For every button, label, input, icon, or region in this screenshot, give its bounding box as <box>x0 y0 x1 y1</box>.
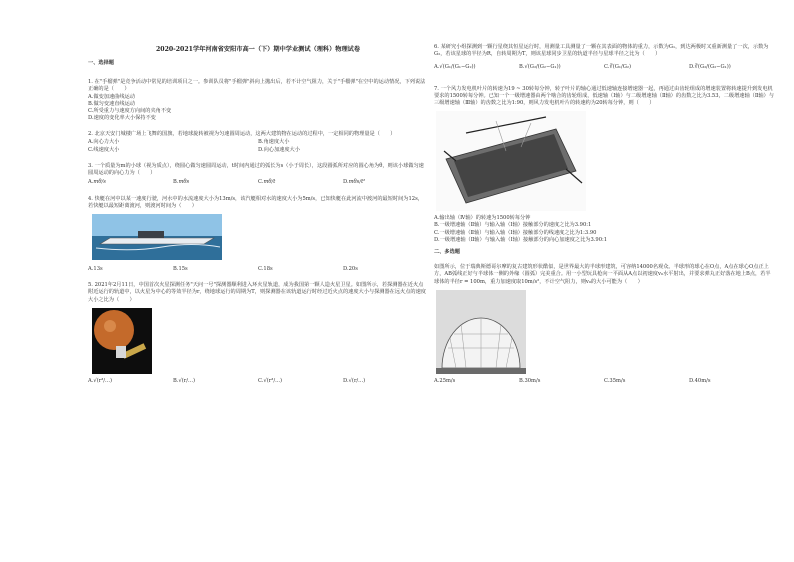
question-5 <box>88 282 428 385</box>
question-7-text: 7. 一个风力发电机叶片的转速为19 ~ 30转每分钟，转子叶片的轴心通过低速轴连接增速器一起，再通过由齿轮组成的增速装置将转速提升到发电机要求的1500转每分钟。已知一个一级增速器由两个啮合的齿轮组成，低速轴（Ⅰ轴）与二级增速轴（Ⅱ轴）的齿数之比为3.53，二级增速轴（Ⅱ轴）与三级增速轴（Ⅲ轴）的齿数之比为1:90，则风力发电机叶片的转速约为20转每分钟，则（ ） <box>434 85 774 107</box>
gearbox-image <box>436 111 586 211</box>
question-7-option-a: A.输出轴（Ⅳ轴）的转速为1500转每分钟 <box>434 215 531 222</box>
question-8-option-a: A.25m/s <box>434 377 456 384</box>
question-8-option-d: D.40m/s <box>689 377 711 384</box>
question-2-option-c: C.线速度大小 <box>88 146 120 153</box>
mars-probe-image <box>92 308 152 374</box>
question-1 <box>88 79 428 122</box>
question-3-option-c: C.mθ/t <box>258 179 276 186</box>
left-column <box>88 58 428 394</box>
question-6-option-a: A.√(G₁/(G₁−G₂)) <box>434 64 476 71</box>
dome-building-image <box>436 290 526 374</box>
question-6-text: 6. 某研究小组探测到一颗行星绕其恒星运行时，用测量工具测量了一颗在其表面的物体的重力，示数为G₁，到达两极时又重新测量了一次，示数为G₂，若该星球的半径为R，自转周期为T，则该星球同步卫星的轨道半径与星球半径之比为（ ） <box>434 44 769 58</box>
question-5-option-c: C.√(r³/...) <box>258 377 283 384</box>
question-6-option-c: C.∛(G₁/G₂) <box>604 64 631 71</box>
question-8-text: 如图所示，位于瑞典斯德哥尔摩的复古建筑形状酷似，是世界最大的半球形建筑，可容纳14000名观众。半球形的球心在O点，A点在球心O点正上方，AB弧线正好与半球体一侧的外缘（圆弧）完美重合。用一小型玩具枪向一平面从A点以初速度v₀水平射出，并要求弹丸正好落在地上B点，若半球体的半径r = 100m，重力加速度取10m/s²，不计空气阻力，则v₀的大小可能为（ ） <box>434 264 771 285</box>
question-8-option-c: C.35m/s <box>604 377 626 384</box>
question-6-option-d: D.∛(G₂/(G₂−G₁)) <box>689 64 731 71</box>
question-5-option-b: B.√(r/...) <box>173 377 195 384</box>
page-title: 2020-2021学年河南省安阳市高一（下）期中学业测试（理科）物理试卷 <box>155 46 361 53</box>
question-1-option-d: D.速度的变化率大小保持不变 <box>88 115 156 122</box>
question-2-option-d: D.向心加速度大小 <box>258 146 300 153</box>
question-7 <box>434 86 774 244</box>
question-7-option-c: C.一级增速轴（Ⅱ轴）与输入轴（Ⅰ轴）接触部分的线速度之比为1:3.90 <box>434 229 597 236</box>
question-5-text: 5. 2021年2月11日，中国首次火星探测任务"天问一号"探测器顺利进入环火星轨道，成为我国第一颗人造火星卫星。如图所示，若探测器在近火点附近运行的轨道中，以火星为中心的等效半径为r，绕地球运行的周期为T，则探测器在该轨道运行时经过近火点的速度大小与探测器在远火点的速度大小之比为（ ） <box>88 282 426 303</box>
question-4 <box>88 196 428 274</box>
question-7-option-d: D.一级增速轴（Ⅱ轴）与输入轴（Ⅰ轴）接触部分的向心加速度之比为3.90:1 <box>434 236 608 243</box>
question-4-option-a: A.13s <box>88 266 103 273</box>
question-3-option-d: D.mθs/t² <box>343 179 366 186</box>
section-choice-heading: 一、选择题 <box>88 60 114 66</box>
question-2-option-a: A.向心力大小 <box>88 138 120 145</box>
question-6 <box>434 44 774 72</box>
question-6-option-b: B.√(G₂/(G₂−G₁)) <box>519 64 561 71</box>
question-1-text: 1. 在"手榴弹"是竞争活动中常见的培训项目之一。参训队员将"手榴弹"斜向上抛出后，若不计空气阻力，关于"手榴弹"在空中的运动情况，下列说法正确的是（ ） <box>88 79 426 93</box>
question-7-option-b: B.一级增速轴（Ⅱ轴）与输入轴（Ⅰ轴）接触部分的速度之比为3.90:1 <box>434 222 592 229</box>
question-2 <box>88 131 428 154</box>
question-3-option-b: B.mθs <box>173 179 190 186</box>
question-2-text: 2. 北京天安门城楼广场上飞舞的国旗，若地球旋转被视为匀速圆周运动，这两大建筑物在运动的过程中，一定相同的物理量是（ ） <box>88 131 396 138</box>
question-1-option-b: B.做匀变速直线运动 <box>88 100 135 107</box>
question-4-option-b: B.15s <box>173 266 188 273</box>
right-column <box>434 44 774 394</box>
question-1-option-a: A.做变加速曲线运动 <box>88 93 135 100</box>
question-5-option-a: A.√(r³/...) <box>88 377 113 384</box>
question-4-option-d: D.20s <box>343 266 358 273</box>
question-8 <box>434 264 774 385</box>
question-4-option-c: C.18s <box>258 266 273 273</box>
question-2-option-b: B.角速度大小 <box>258 138 290 145</box>
question-3-option-a: A.mθ/s <box>88 179 106 186</box>
question-4-text: 4. 快艇在河中以某一速度行驶，河水中的水流速度大小为13m/s，该汽艇相对水的速度大小为5m/s，已知快艇在此河流中渡河的最短时间为12s，若快艇以最短距离渡河，则渡河时间为（ ） <box>88 195 423 209</box>
question-8-option-b: B.30m/s <box>519 377 541 384</box>
section-multi-heading: 二、多选题 <box>434 249 460 256</box>
question-1-option-c: C.所受重力与速度方向间的夹角不变 <box>88 108 172 115</box>
speedboat-image <box>92 214 222 260</box>
question-5-option-d: D.√(r/...) <box>343 377 366 384</box>
question-3 <box>88 163 428 187</box>
question-3-text: 3. 一个质量为m的小球（视为质点），绕圆心做匀速圆周运动，t时间内通过的弧长为s（小于周长），这段圆弧所对应的圆心角为θ，则该小球做匀速圆周运动的向心力为（ ） <box>88 163 424 177</box>
